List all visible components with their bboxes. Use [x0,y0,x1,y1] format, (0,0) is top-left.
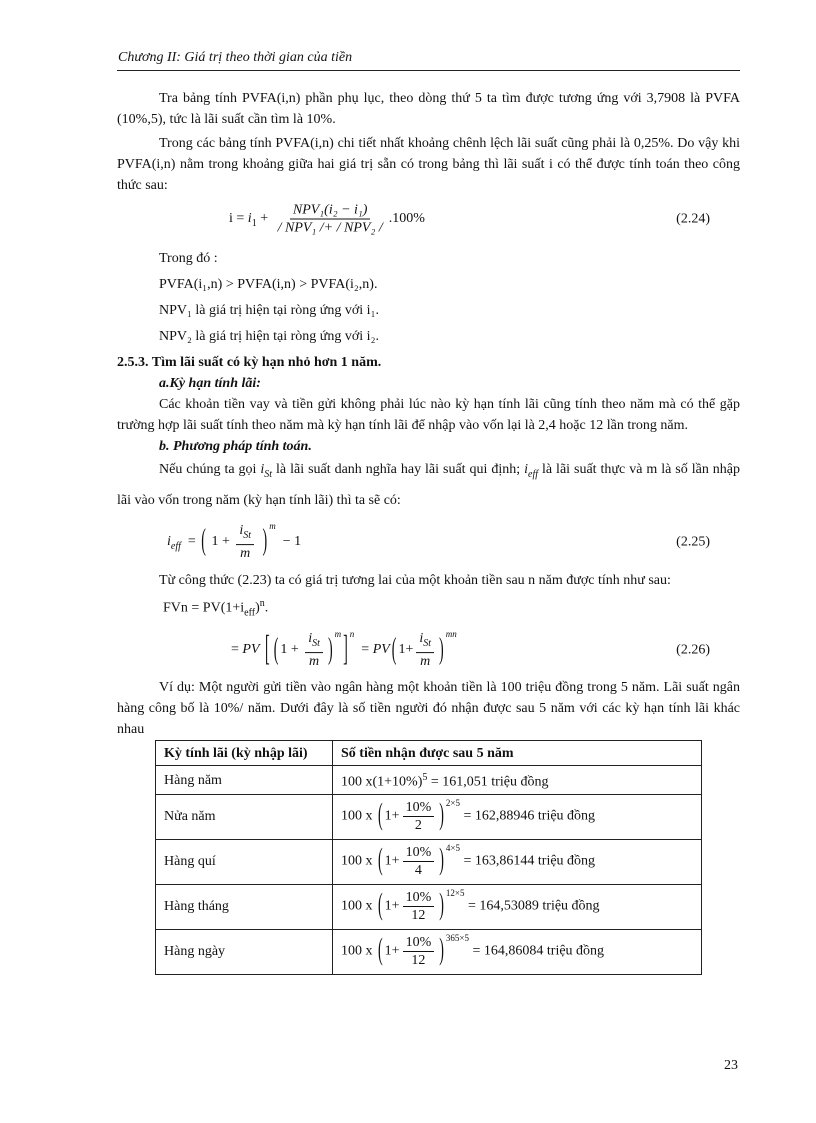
table-row: Hàng ngày 100 x ( 1+ $\frac{10\%}{12}$ ) $^{365\times 5}$ = 164,86084 triệu đồng [156,929,702,974]
eq-224-fraction: $\frac{\text{NPV₁(i₂ − i₁)}}{\text{/ NPV₁ /+ / NPV₂ /}}$ [277,202,383,236]
chapter-header: Chương II: Giá trị theo thời gian của tiền [118,50,353,65]
table-row: Nửa năm 100 x ( 1+ $\frac{10\%}{2}$ ) $^{2\times 5}$ = 162,88946 triệu đồng [156,794,702,839]
section-title: 2.5.3. Tìm lãi suất có kỳ hạn nhỏ hơn 1 năm. [117,355,382,370]
equation-2-24 [117,196,740,242]
eq-224-body: $i = i_1$ + $\frac{\text{NPV₁(i₂ − i₁)}}{\text{/ NPV₁ /+ / NPV₂ /}}$ .100% [229,202,425,236]
table-header-amount: Số tiền nhận được sau 5 năm [333,741,702,766]
table-header-period: Kỳ tính lãi (kỳ nhập lãi) [156,741,333,766]
interest-table [155,740,702,975]
header-divider [117,70,740,71]
table-row: Hàng tháng 100 x ( 1+ $\frac{10\%}{12}$ ) $^{12\times 5}$ = 164,53089 triệu đồng [156,884,702,929]
paragraph-6: Ví dụ: Một người gửi tiền vào ngân hàng một khoản tiền là 100 triệu đồng trong 5 năm. Lãi suất ngân hàng công bố là 10%/ năm. Dưới đây là số tiền người đó nhận được sau 5 năm với các kỳ hạn tính lãi khác nhau [117,680,740,738]
condition-1: PVFA(i₁,n) > PVFA(i,n) > PVFA(i₂,n). [159,277,378,292]
paragraph-5: Từ công thức (2.23) ta có giá trị tương lai của một khoản tiền sau n năm được tính như sau: [159,572,671,588]
eq-226-number: (2.26) [676,642,710,658]
table-row: Hàng năm 100 $x(1+10\%)^5 = 161,051$ triệu đồng [156,766,702,795]
paragraph-1: Tra bảng tính PVFA(i,n) phần phụ lục, theo dòng thứ 5 ta tìm được tương ứng với 3,7908 là PVFA (10%,5), tức là lãi suất cần tìm là 10%. [117,91,740,127]
subheading-b: b. Phương pháp tính toán. [159,439,312,454]
condition-3: NPV₂ là giá trị hiện tại ròng ứng với i₂. [159,329,379,344]
fvn-formula: FVn = $PV(1+i_{eff})^n$. [163,597,269,619]
table-header-row [156,741,702,766]
condition-2: NPV₁ là giá trị hiện tại ròng ứng với i₁. [159,303,379,318]
eq-226-body: = PV [ ( 1 + $\frac{i_{St}}{m}$ ) $^m$ ] $^n$ = PV ( 1+ $\frac{i_{St}}{m}$ ) $^{mn}$ [231,629,457,670]
subheading-a: a.Kỳ hạn tính lãi: [159,376,261,391]
eq-225-body: $i_{eff}$ = ( 1 + $\frac{i_{St}}{m}$ ) $^m$ − 1 [167,520,302,561]
paragraph-2: Trong các bảng tính PVFA(i,n) chi tiết nhất khoảng chênh lệch lãi suất cũng phải là 0,25%. Do vậy khi PVFA(i,n) nằm trong khoảng giữa hai giá trị sẵn có trong bảng thì lãi suất i có thể được tính toán theo công thức sau: [117,136,740,193]
equation-2-25 [117,514,740,570]
paragraph-3: Các khoản tiền vay và tiền gửi không phải lúc nào kỳ hạn tính lãi cũng tính theo năm mà có thể gặp trường hợp lãi suất tính theo năm mà kỳ hạn tính lãi để nhập vào vốn lại là 2,4 hoặc 12 lần trong năm. [117,397,740,433]
where-label: Trong đó : [159,251,218,266]
equation-2-26 [117,623,740,677]
table-row: Hàng quí 100 x ( 1+ $\frac{10\%}{4}$ ) $^{4\times 5}$ = 163,86144 triệu đồng [156,839,702,884]
eq-224-number: (2.24) [676,211,710,227]
paragraph-4: Nếu chúng ta gọi $i_{St}$ là lãi suất danh nghĩa hay lãi suất qui định; $i_{eff}$ là lãi suất thực và m là số lần nhập lãi vào vốn trong năm (kỳ hạn tính lãi) thì ta sẽ có: [117,462,741,508]
eq-225-number: (2.25) [676,534,710,550]
page-content [117,88,740,975]
page-number: 23 [724,1058,738,1073]
